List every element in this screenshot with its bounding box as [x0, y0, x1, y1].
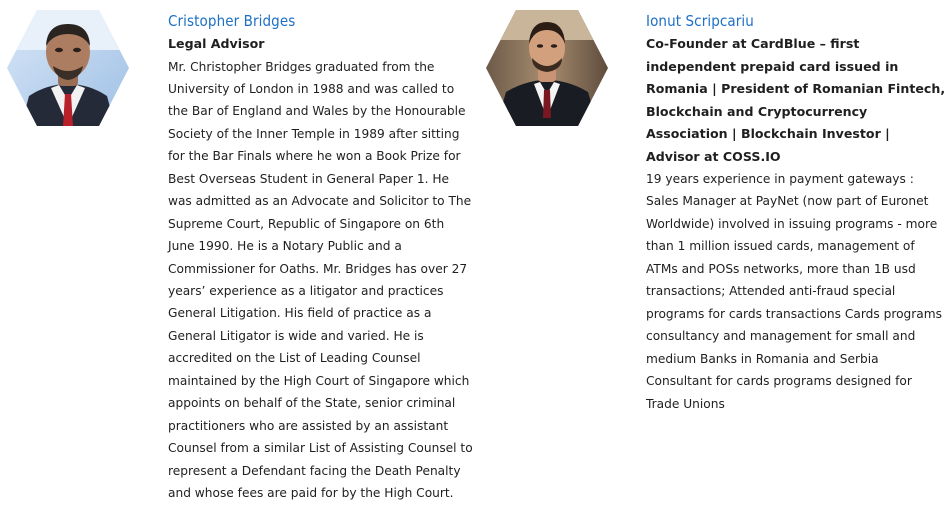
person-bio: Mr. Christopher Bridges graduated from the University of London in 1988 and was called to the Bar of England and Wales by the Honourable Society of the Inner Temple in 1989 after sitting for the Bar Finals where he won a Book Prize for Best Overseas Student in General Paper 1. He was admitted as an Advocate and Solicitor to The Supreme Court, Republic of Singapore on 6th June 1990. He is a Notary Public and a Commissioner for Oaths. Mr. Bridges has over 27 years’ experience as a litigator and practices General Litigation. His field of practice as a General Litigator is wide and varied. He is accredited on the List of Leading Counsel maintained by the High Court of Singapore which appoints on behalf of the State, senior criminal practitioners who are assisted by an assistant Counsel from a similar List of Assisting Counsel to represent a Defendant facing the Death Penalty and whose fees are paid for by the High Court. [168, 59, 473, 501]
person-role: Legal Advisor [168, 36, 265, 51]
person-role: Co-Founder at CardBlue – first independent prepaid card issued in Romania | President of Romanian Fintech, Blockchain and Cryptocurrency Association | Blockchain Investor | Advisor at COSS.IO [646, 36, 946, 164]
person-bio: 19 years experience in payment gateways : Sales Manager at PayNet (now part of Euronet Worldwide) involved in issuing programs - more than 1 million issued cards, management of ATMs and POSs networks, more than 1B usd transactions; Attended anti-fraud special programs for cards transactions Cards programs consultancy and management for small and medium Banks in Romania and Serbia Consultant for cards programs designed for Trade Unions [646, 172, 942, 411]
person-name: Cristopher Bridges [168, 12, 296, 30]
person-name: Ionut Scripcariu [646, 12, 754, 30]
avatar [7, 10, 129, 126]
avatar [486, 10, 608, 126]
